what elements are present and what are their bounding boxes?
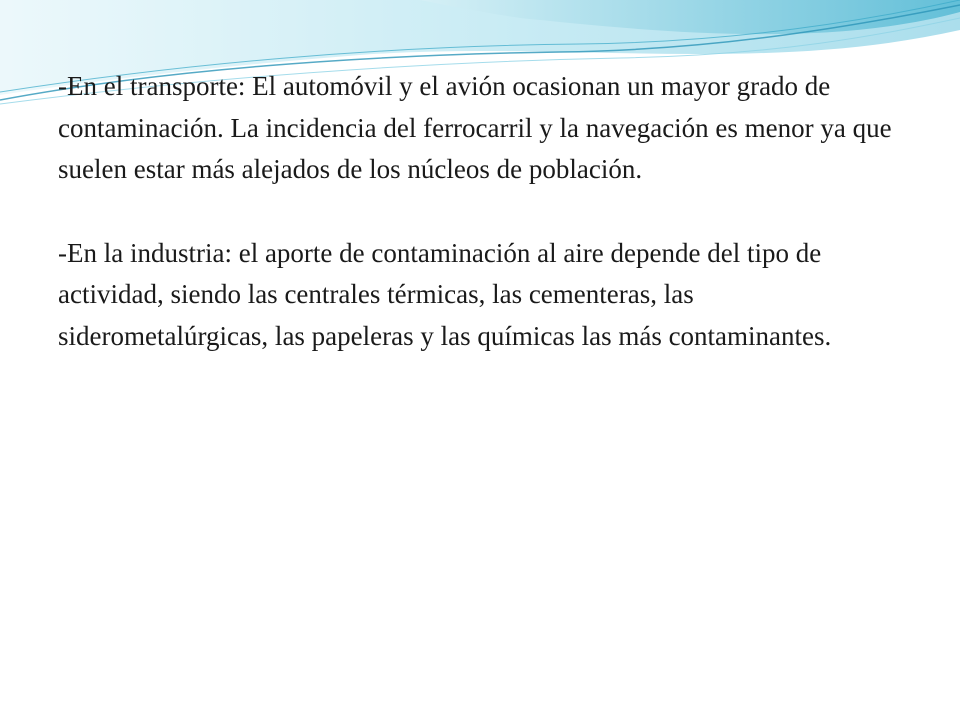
paragraph-transport: -En el transporte: El automóvil y el avión ocasionan un mayor grado de contaminación. La incidencia del ferrocarril y la navegación es menor ya que suelen estar más alejados de los núcleos de población.	[58, 71, 892, 184]
slide-body	[58, 66, 908, 399]
paragraph-industry: -En la industria: el aporte de contaminación al aire depende del tipo de actividad, siendo las centrales térmicas, las cementeras, las siderometalúrgicas, las papeleras y las químicas las más contaminantes.	[58, 237, 832, 351]
